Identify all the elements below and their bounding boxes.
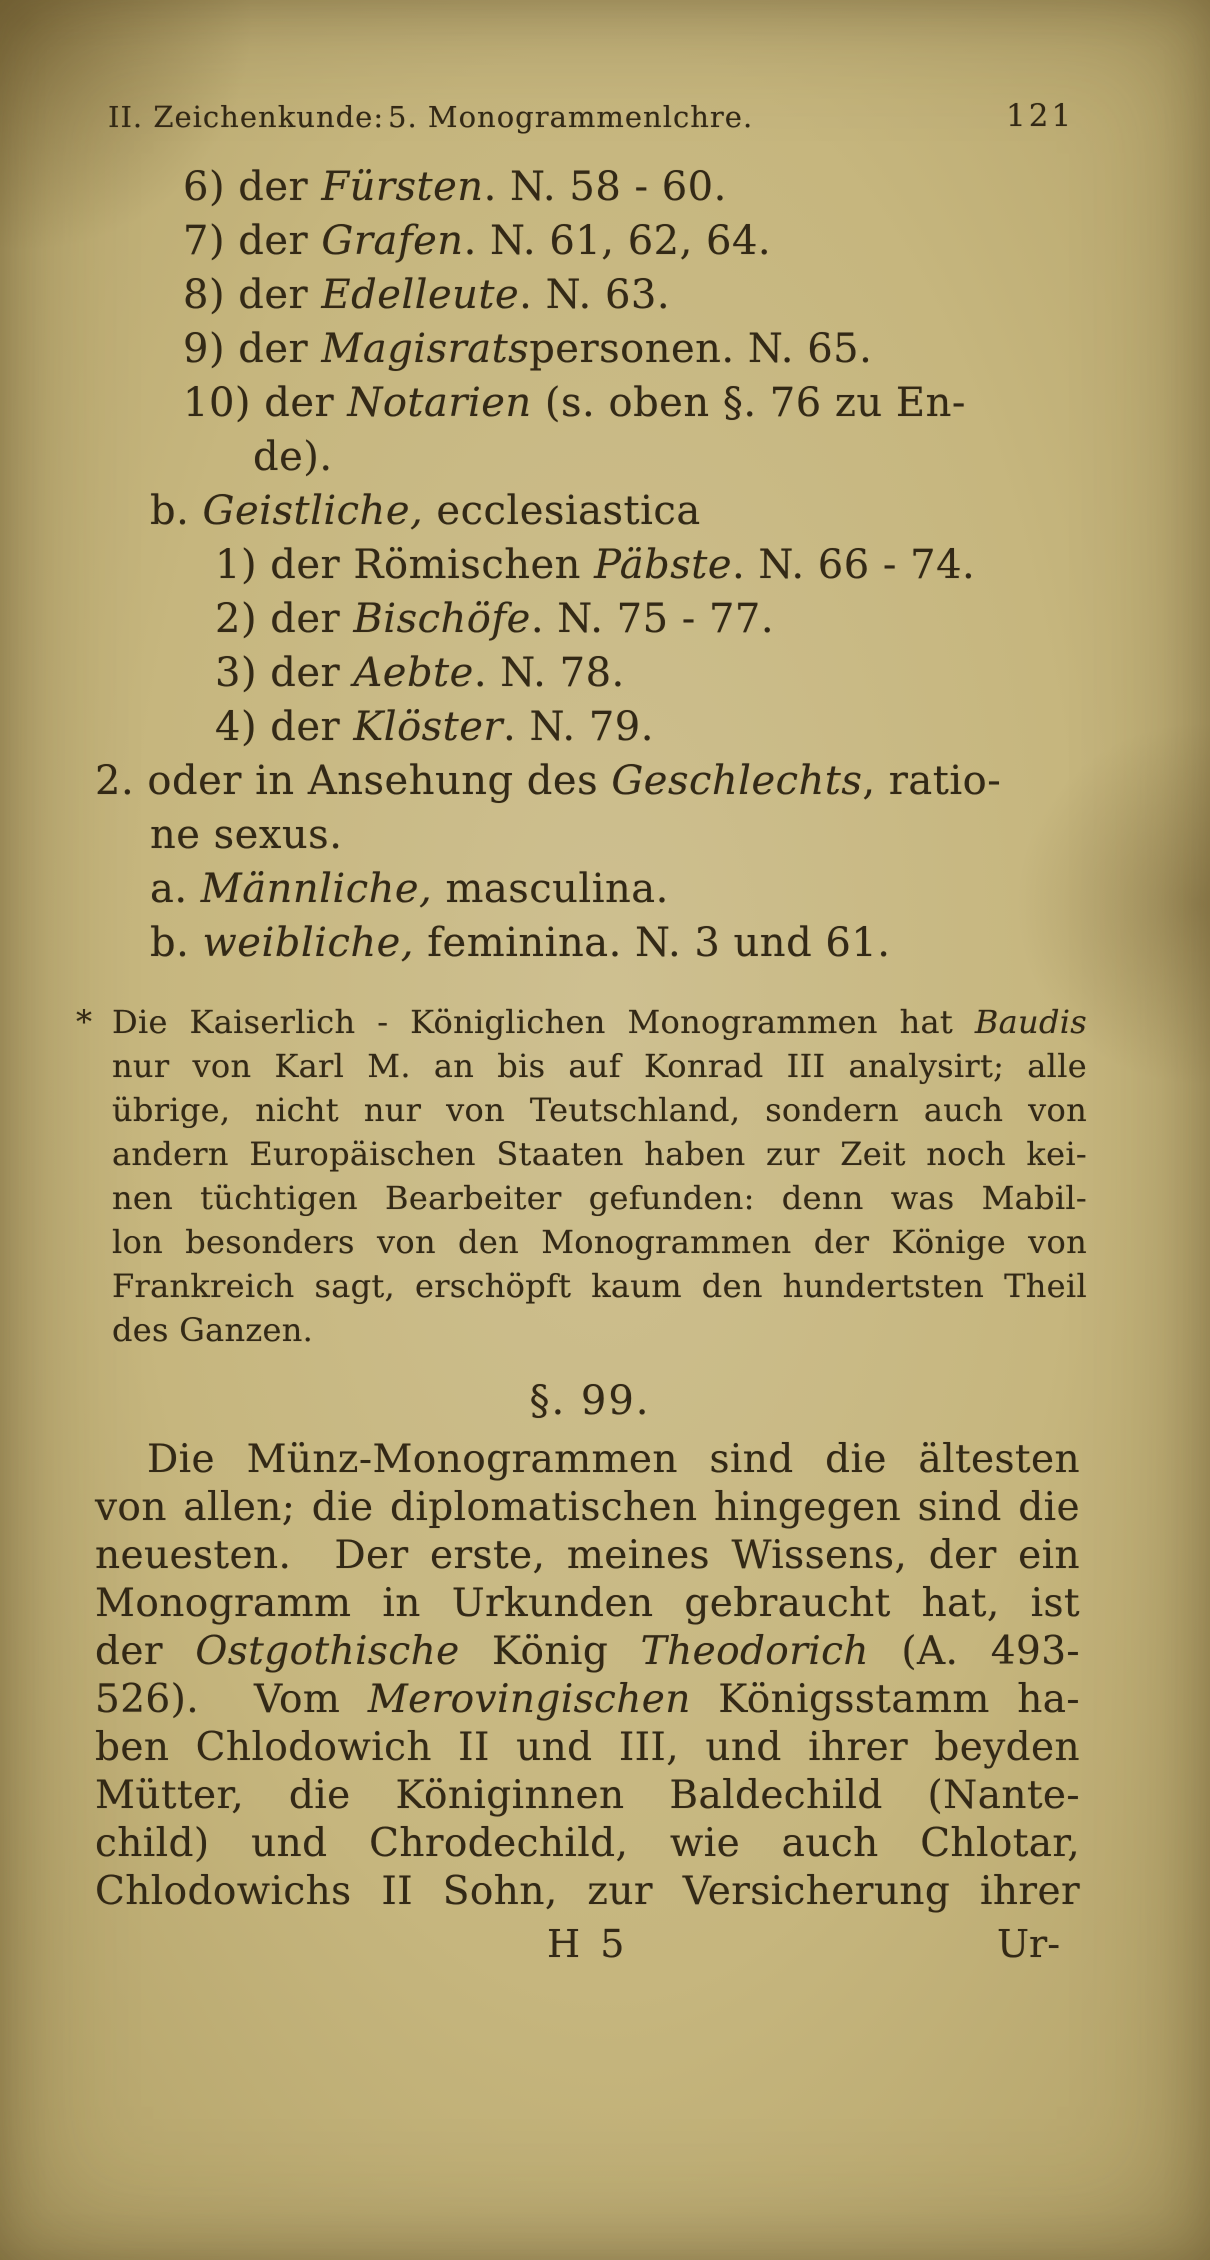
text-run: 2. oder in Ansehung des [95, 758, 612, 804]
text-line [150, 916, 1095, 970]
text-line [183, 376, 1095, 430]
text-line [215, 592, 1095, 646]
italic-text: Geistliche, [202, 488, 424, 534]
italic-text: Fürsten [321, 164, 484, 210]
text-run: 7) der [183, 218, 322, 264]
text-line [215, 700, 1095, 754]
page-number: 121 [1006, 98, 1075, 134]
text-run: personen. N. 65. [529, 326, 873, 372]
text-line [183, 322, 1095, 376]
text-run: (s. oben §. 76 zu En- [531, 380, 966, 426]
text-run: Die Kaiserlich - Königlichen Monogrammen hat [112, 1003, 975, 1041]
text-line [150, 808, 1095, 862]
text-line [150, 484, 1095, 538]
text-run: child) und Chrodechild, wie auch Chlotar, [95, 1821, 1080, 1866]
text-run: . N. 79. [503, 704, 654, 750]
text-line [150, 862, 1095, 916]
text-run: des Ganzen. [112, 1311, 314, 1349]
text-run: ben Chlodowich II und III, und ihrer beyden [95, 1725, 1080, 1770]
italic-text: Aebte [353, 650, 474, 696]
section-heading: §. 99. [529, 1378, 651, 1424]
text-run: b. [150, 920, 203, 966]
text-line [215, 538, 1095, 592]
text-run: nen tüchtigen Bearbeiter gefunden: denn was Mabil- [112, 1179, 1087, 1217]
italic-text: Männliche, [200, 866, 433, 912]
text-run: . N. 58 - 60. [483, 164, 727, 210]
text-line [112, 1000, 1087, 1044]
text-run: de). [253, 434, 333, 480]
text-line [183, 160, 1095, 214]
text-line [95, 754, 1095, 808]
text-run: b. [150, 488, 203, 534]
running-header [0, 100, 1210, 140]
text-run: . N. 78. [473, 650, 625, 696]
footnote-block [76, 1000, 1087, 1352]
text-run: 526). Vom [95, 1677, 368, 1722]
text-run: 8) der [183, 272, 322, 318]
text-line [95, 1868, 1080, 1916]
italic-text: Grafen [321, 218, 464, 264]
text-run: übrige, nicht nur von Teutschland, sondern auch von [112, 1091, 1087, 1129]
footnote-marker: * [76, 1003, 93, 1041]
italic-text: Theodorich [640, 1629, 869, 1674]
italic-text: Magisrats [321, 326, 530, 372]
text-run: masculina. [432, 866, 669, 912]
text-run: der [95, 1629, 196, 1674]
text-run: lon besonders von den Monogrammen der Könige von [112, 1223, 1087, 1261]
text-line [95, 1724, 1080, 1772]
text-run: Chlodowichs II Sohn, zur Versicherung ihrer [95, 1869, 1080, 1914]
text-run: 4) der [215, 704, 354, 750]
italic-text: Geschlechts [611, 758, 863, 804]
italic-text: Notarien [347, 380, 532, 426]
catchword-line [95, 1922, 1080, 1972]
text-run: neuesten. Der erste, meines Wissens, der ein [95, 1533, 1080, 1578]
text-line [253, 430, 1095, 484]
text-run: . N. 63. [519, 272, 671, 318]
text-line [112, 1176, 1087, 1220]
text-line [215, 646, 1095, 700]
text-line [95, 1676, 1080, 1724]
text-run: 1) der Römischen [215, 542, 595, 588]
header-section: 5. Monogrammenlchre. [388, 100, 754, 134]
text-run: andern Europäischen Staaten haben zur Zeit noch kei- [112, 1135, 1087, 1173]
text-line [112, 1132, 1087, 1176]
text-line [95, 1484, 1080, 1532]
text-run: a. [150, 866, 201, 912]
text-line [95, 1772, 1080, 1820]
text-line [183, 268, 1095, 322]
text-run: ne sexus. [150, 812, 343, 858]
footnote-lines [112, 1000, 1087, 1352]
text-run: nur von Karl M. an bis auf Konrad III analysirt; alle [112, 1047, 1087, 1085]
text-line [95, 1532, 1080, 1580]
signature-mark: H 5 [547, 1922, 629, 1966]
italic-text: Merovingischen [367, 1677, 691, 1722]
italic-text: weibliche, [202, 920, 414, 966]
text-run: von allen; die diplomatischen hingegen sind die [95, 1485, 1080, 1530]
text-run: . N. 66 - 74. [732, 542, 976, 588]
text-run: ecclesiastica [423, 488, 701, 534]
italic-text: Ostgothische [195, 1629, 460, 1674]
text-line [183, 214, 1095, 268]
text-run: , ratio- [862, 758, 1002, 804]
text-line [95, 1580, 1080, 1628]
italic-text: Päbste [594, 542, 732, 588]
text-run: feminina. N. 3 und 61. [414, 920, 891, 966]
text-line [112, 1308, 1087, 1352]
text-run: 3) der [215, 650, 354, 696]
text-run: Monogramm in Urkunden gebraucht hat, ist [95, 1581, 1080, 1626]
italic-text: Baudis [974, 1003, 1087, 1041]
main-paragraph [95, 1436, 1080, 1916]
text-run: 2) der [215, 596, 354, 642]
catchword: Ur- [997, 1922, 1061, 1966]
text-run: 6) der [183, 164, 322, 210]
text-line [95, 1436, 1080, 1484]
text-line [112, 1044, 1087, 1088]
text-run: Mütter, die Königinnen Baldechild (Nante- [95, 1773, 1080, 1818]
outline-list [95, 160, 1095, 970]
text-run: 9) der [183, 326, 322, 372]
text-line [112, 1264, 1087, 1308]
text-line [95, 1820, 1080, 1868]
text-line [112, 1220, 1087, 1264]
text-run: (A. 493- [868, 1629, 1080, 1674]
text-run: Die Münz-Monogrammen sind die ältesten [147, 1437, 1080, 1482]
italic-text: Klöster [353, 704, 504, 750]
text-run: . N. 75 - 77. [530, 596, 775, 642]
italic-text: Edelleute [321, 272, 520, 318]
header-chapter: II. Zeichenkunde: [108, 100, 385, 134]
italic-text: Bischöfe [353, 596, 531, 642]
text-run: . N. 61, 62, 64. [463, 218, 772, 264]
text-run: König [459, 1629, 641, 1674]
text-line [112, 1088, 1087, 1132]
text-run: Frankreich sagt, erschöpft kaum den hundertsten Theil [112, 1267, 1087, 1305]
text-run: 10) der [183, 380, 348, 426]
text-run: Königsstamm ha- [690, 1677, 1080, 1722]
text-line [95, 1628, 1080, 1676]
